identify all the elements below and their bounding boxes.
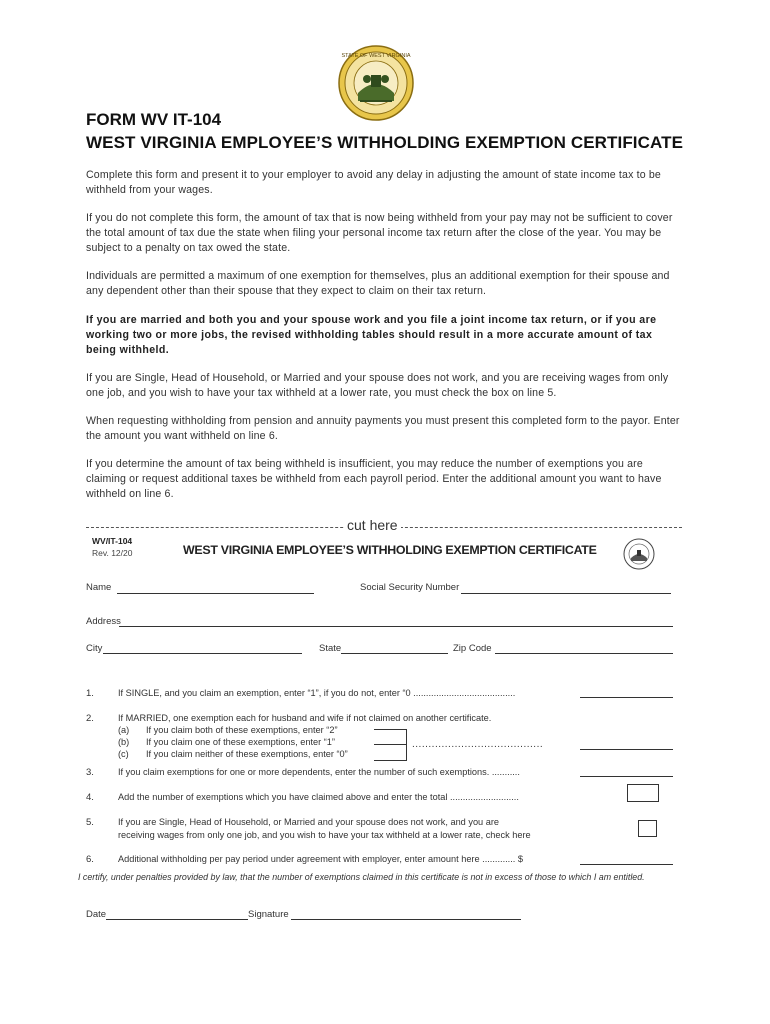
line-2b-text: If you claim one of these exemptions, enter “1” — [146, 737, 335, 747]
line-3-field[interactable] — [580, 776, 673, 777]
instruction-paragraph: Complete this form and present it to your employer to avoid any delay in adjusting the amount of state income tax to be withheld from your wages. — [86, 169, 661, 197]
line-6-number: 6. — [86, 854, 94, 865]
line-2b-letter: (b) — [118, 737, 130, 747]
signature-field[interactable] — [291, 919, 521, 920]
ssn-field[interactable] — [461, 593, 671, 594]
ssn-label: Social Security Number — [360, 582, 460, 593]
certificate-title: WEST VIRGINIA EMPLOYEE’S WITHHOLDING EXEMPTION CERTIFICATE — [183, 543, 597, 557]
line-1-number: 1. — [86, 688, 94, 699]
zip-label: Zip Code — [453, 643, 492, 654]
instruction-paragraph-bold: If you are married and both you and your spouse work and you file a joint income tax return, or if you are working two or more jobs, the revised withholding tables should result in a more accurate amount of tax being withheld. — [86, 314, 657, 357]
svg-text:STATE OF WEST VIRGINIA: STATE OF WEST VIRGINIA — [341, 53, 411, 59]
instruction-paragraph: If you are Single, Head of Household, or Married and your spouse does not work, and you are receiving wages from only one job, and you wish to have your tax withheld at a lower rate, you must check the box on line 5. — [86, 372, 669, 400]
city-label: City — [86, 643, 103, 654]
line-2-field[interactable] — [580, 749, 673, 750]
cut-here-label: cut here — [344, 517, 401, 533]
state-field[interactable] — [341, 653, 448, 654]
line-1-field[interactable] — [580, 697, 673, 698]
line-2c-letter: (c) — [118, 749, 129, 759]
line-2-bracket-mid — [374, 744, 406, 745]
line-5-text-1: If you are Single, Head of Household, or Married and your spouse does not work, and you are — [118, 817, 499, 827]
line-2a-letter: (a) — [118, 725, 130, 735]
date-label: Date — [86, 909, 107, 920]
signature-label: Signature — [248, 909, 289, 920]
instruction-paragraph: If you determine the amount of tax being withheld is insufficient, you may reduce the number of exemptions you are claiming or request additional taxes be withheld from each payroll period. Enter the additional amount you want to have withheld on line 6. — [86, 458, 662, 501]
certificate-form-code: WV/IT-104 — [92, 536, 133, 546]
line-6-field[interactable] — [580, 864, 673, 865]
line-3-number: 3. — [86, 767, 94, 778]
certification-statement: I certify, under penalties provided by law, that the number of exemptions claimed in this certificate is not in excess of those to which I am entitled. — [78, 872, 645, 882]
line-5-text-2: receiving wages from only one job, and you wish to have your tax withheld at a lower rate, check here — [118, 830, 531, 840]
line-2-bracket — [374, 729, 407, 761]
instruction-paragraph: When requesting withholding from pension and annuity payments you must present this completed form to the payor. Enter the amount you want withheld on line 6. — [86, 415, 680, 443]
address-field[interactable] — [119, 626, 673, 627]
instruction-paragraph: If you do not complete this form, the amount of tax that is now being withheld from your pay may not be sufficient to cover the total amount of tax due the state when filing your personal income tax return after the close of the year. You may be subject to a penalty on tax owed the state. — [86, 212, 673, 255]
date-field[interactable] — [106, 919, 248, 920]
address-label: Address — [86, 616, 121, 627]
name-field[interactable] — [117, 593, 314, 594]
city-field[interactable] — [103, 653, 302, 654]
zip-field[interactable] — [495, 653, 673, 654]
line-2a-text: If you claim both of these exemptions, enter “2” — [146, 725, 338, 735]
line-6-text: Additional withholding per pay period under agreement with employer, enter amount here ............. $ — [118, 854, 523, 864]
state-seal-logo — [338, 45, 414, 121]
line-2-number: 2. — [86, 713, 94, 724]
line-1-text: If SINGLE, and you claim an exemption, enter “1”, if you do not, enter “0 ........................................ — [118, 688, 516, 698]
line-4-total-box[interactable] — [627, 784, 659, 802]
line-2-dots: ........................................ — [412, 739, 544, 750]
form-id: FORM WV IT-104 — [86, 110, 222, 129]
line-5-checkbox[interactable] — [638, 820, 657, 837]
certificate-revision: Rev. 12/20 — [92, 548, 133, 558]
line-2-text: If MARRIED, one exemption each for husband and wife if not claimed on another certificate. — [118, 713, 492, 723]
line-4-number: 4. — [86, 792, 94, 803]
page-title: WEST VIRGINIA EMPLOYEE’S WITHHOLDING EXEMPTION CERTIFICATE — [86, 133, 684, 152]
state-label: State — [319, 643, 342, 654]
state-seal-small-logo — [623, 538, 655, 570]
instruction-paragraph: Individuals are permitted a maximum of one exemption for themselves, plus an additional exemption for their spouse and any dependent other than their spouse that they expect to claim on their tax return. — [86, 270, 670, 298]
name-label: Name — [86, 582, 112, 593]
line-5-number: 5. — [86, 817, 94, 828]
cut-line — [86, 517, 682, 535]
line-4-text: Add the number of exemptions which you have claimed above and enter the total ........................... — [118, 792, 519, 802]
line-2c-text: If you claim neither of these exemptions, enter “0” — [146, 749, 348, 759]
line-3-text: If you claim exemptions for one or more dependents, enter the number of such exemptions. ........... — [118, 767, 520, 777]
